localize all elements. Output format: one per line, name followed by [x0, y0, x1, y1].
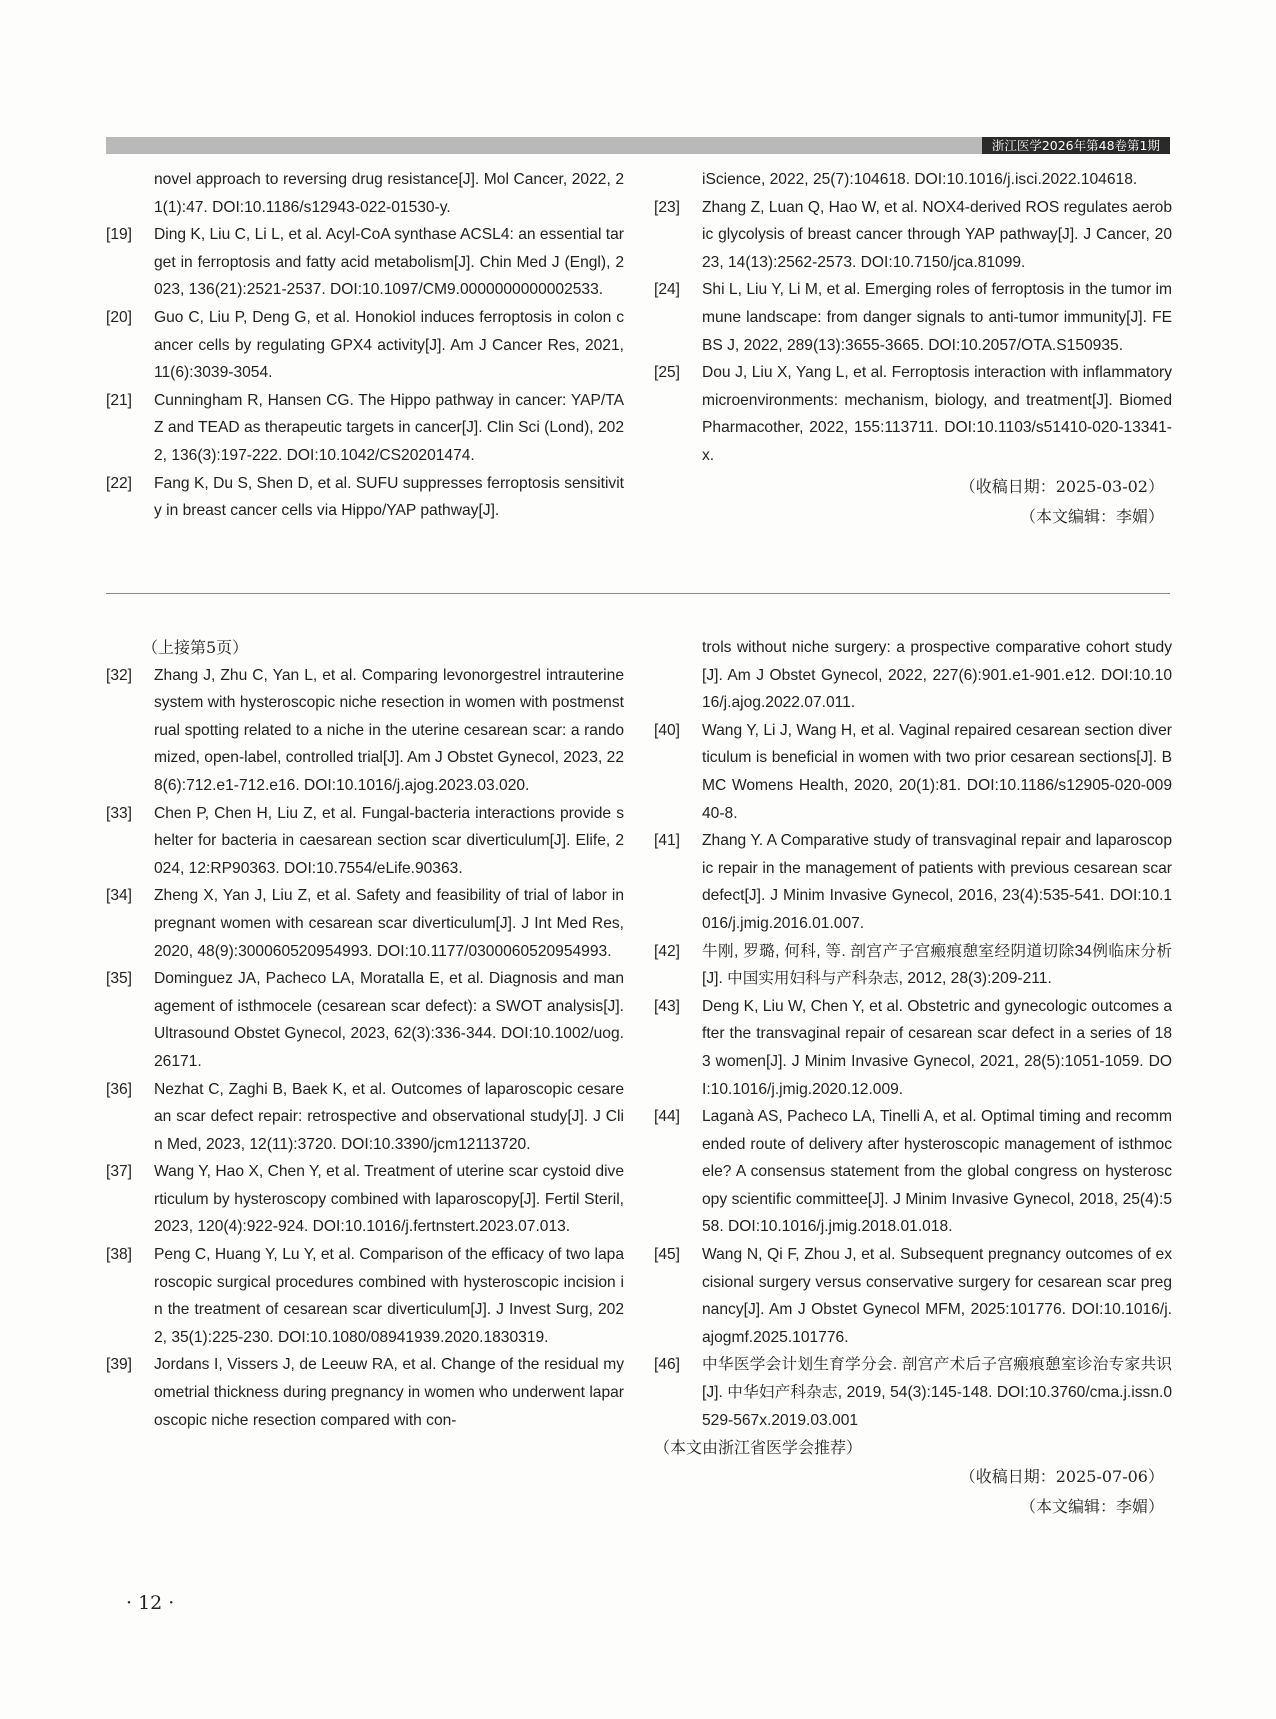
reference-number: [43] [654, 997, 681, 1015]
bottom-right-references [654, 634, 1172, 1522]
reference-item [654, 827, 1172, 937]
bottom-editor-note: （本文编辑：李媚） [1019, 1496, 1164, 1516]
reference-text: Deng K, Liu W, Chen Y, et al. Obstetric and gynecologic outcomes after the transvaginal repair of cesarean scar defect in a series of 183 women[J]. J Minim Invasive Gynecol, 2021, 28(5):1051-1059. DOI:10.1016/j.jmig.2020.12.009. [702, 997, 1172, 1098]
reference-item [106, 1351, 624, 1434]
reference-number: [35] [106, 970, 133, 988]
reference-text: Zhang Z, Luan Q, Hao W, et al. NOX4-derived ROS regulates aerobic glycolysis of breast cancer through YAP pathway[J]. J Cancer, 2023, 14(13):2562-2573. DOI:10.7150/jca.81099. [702, 198, 1172, 271]
reference-text: Zhang J, Zhu C, Yan L, et al. Comparing levonorgestrel intrauterine system with hysteroscopic niche resection in women with postmenstrual spotting related to a niche in the uterine cesarean scar: a randomized, open-label, controlled trial[J]. Am J Obstet Gynecol, 2023, 228(6):712.e1-712.e16. DOI:10.1016/j.ajog.2023.03.020. [154, 666, 624, 794]
reference-number: [22] [106, 474, 133, 492]
reference-number: [38] [106, 1246, 133, 1264]
reference-text: Guo C, Liu P, Deng G, et al. Honokiol induces ferroptosis in colon cancer cells by regulating GPX4 activity[J]. Am J Cancer Res, 2021, 11(6):3039-3054. [154, 308, 624, 382]
reference-item [106, 1241, 624, 1351]
reference-item [106, 1076, 624, 1159]
reference-text: Wang Y, Hao X, Chen Y, et al. Treatment of uterine scar cystoid diverticulum by hysteroscopy combined with laparoscopy[J]. Fertil Steril, 2023, 120(4):922-924. DOI:10.1016/j.fertnstert.2023.07.013. [154, 1163, 624, 1236]
reference-number: [19] [106, 226, 133, 244]
reference-item [106, 882, 624, 965]
reference-item [654, 634, 1172, 717]
reference-number: [45] [654, 1246, 681, 1264]
reference-number: [24] [654, 281, 681, 299]
reference-item [654, 276, 1172, 359]
reference-text: Dominguez JA, Pacheco LA, Moratalla E, et al. Diagnosis and management of isthmocele (cesarean scar defect): a SWOT analysis[J]. Ultrasound Obstet Gynecol, 2023, 62(3):336-344. DOI:10.1002/uog.26171. [154, 970, 624, 1070]
reference-item [106, 662, 624, 800]
reference-item [654, 359, 1172, 469]
reference-item [106, 304, 624, 387]
reference-text: Nezhat C, Zaghi B, Baek K, et al. Outcomes of laparoscopic cesarean scar defect repair: retrospective and observational study[J]. J Clin Med, 2023, 12(11):3720. DOI:10.3390/jcm12113720. [154, 1080, 624, 1153]
top-editor-note: （本文编辑：李媚） [1019, 506, 1164, 526]
reference-item [106, 965, 624, 1075]
reference-number: [39] [106, 1356, 133, 1374]
reference-item [654, 1241, 1172, 1351]
reference-text: iScience, 2022, 25(7):104618. DOI:10.1016/j.isci.2022.104618. [702, 171, 1138, 188]
bottom-received-date: （收稿日期：2025-07-06） [959, 1466, 1164, 1486]
reference-item [654, 938, 1172, 993]
header-bar [106, 137, 1170, 154]
reference-number: [32] [106, 666, 133, 684]
reference-number: [34] [106, 887, 133, 905]
reference-text: Wang Y, Li J, Wang H, et al. Vaginal repaired cesarean section diverticulum is beneficial in women with two prior cesarean sections[J]. BMC Womens Health, 2020, 20(1):81. DOI:10.1186/s12905-020-00940-8. [702, 721, 1172, 822]
reference-text: Shi L, Liu Y, Li M, et al. Emerging roles of ferroptosis in the tumor immune landscape: from danger signals to anti-tumor immunity[J]. FEBS J, 2022, 289(13):3655-3665. DOI:10.2057/OTA.S150935. [702, 281, 1172, 354]
reference-text: 牛刚, 罗璐, 何科, 等. 剖宫产子宫瘢痕憩室经阴道切除34例临床分析[J]. 中国实用妇科与产科杂志, 2012, 28(3):209-211. [702, 942, 1172, 988]
reference-text: Cunningham R, Hansen CG. The Hippo pathway in cancer: YAP/TAZ and TEAD as therapeutic targets in cancer[J]. Clin Sci (Lond), 2022, 136(3):197-222. DOI:10.1042/CS20201474. [154, 391, 624, 464]
reference-number: [36] [106, 1080, 133, 1098]
reference-item [106, 166, 624, 221]
reference-item [654, 166, 1172, 194]
reference-number: [23] [654, 198, 681, 216]
reference-item [106, 800, 624, 883]
reference-text: Fang K, Du S, Shen D, et al. SUFU suppresses ferroptosis sensitivity in breast cancer cells via Hippo/YAP pathway[J]. [154, 474, 624, 520]
reference-item [106, 387, 624, 470]
reference-text: Peng C, Huang Y, Lu Y, et al. Comparison of the efficacy of two laparoscopic surgical procedures combined with hysteroscopic incision in the treatment of cesarean scar diverticulum[J]. J Invest Surg, 2022, 35(1):225-230. DOI:10.1080/08941939.2020.1830319. [154, 1246, 624, 1346]
top-received-date: （收稿日期：2025-03-02） [959, 476, 1164, 496]
reference-item [654, 1103, 1172, 1241]
reference-number: [42] [654, 942, 681, 960]
reference-text: Wang N, Qi F, Zhou J, et al. Subsequent pregnancy outcomes of excisional surgery versus conservative surgery for cesarean scar pregnancy[J]. Am J Obstet Gynecol MFM, 2025:101776. DOI:10.1016/j.ajogmf.2025.101776. [702, 1246, 1172, 1346]
reference-item [106, 1158, 624, 1241]
reference-number: [46] [654, 1356, 681, 1374]
reference-text: Jordans I, Vissers J, de Leeuw RA, et al. Change of the residual myometrial thickness during pregnancy in women who underwent laparoscopic niche resection compared with con- [154, 1356, 624, 1429]
reference-number: [20] [106, 308, 133, 326]
reference-number: [41] [654, 832, 681, 850]
reference-text: novel approach to reversing drug resistance[J]. Mol Cancer, 2022, 21(1):47. DOI:10.1186/s12943-022-01530-y. [154, 171, 624, 216]
reference-item [106, 470, 624, 525]
reference-item [106, 221, 624, 304]
reference-number: [33] [106, 804, 133, 822]
recommended-note: （本文由浙江省医学会推荐） [654, 1438, 863, 1458]
reference-item [654, 717, 1172, 827]
reference-item [654, 993, 1172, 1103]
reference-number: [40] [654, 721, 681, 739]
reference-text: trols without niche surgery: a prospective comparative cohort study[J]. Am J Obstet Gynecol, 2022, 227(6):901.e1-901.e12. DOI:10.1016/j.ajog.2022.07.011. [702, 639, 1172, 712]
reference-item [654, 1351, 1172, 1434]
top-right-references [654, 166, 1172, 532]
page-number: · 12 · [126, 1592, 175, 1614]
section-divider [106, 593, 1170, 594]
reference-item [654, 194, 1172, 277]
bottom-left-references [106, 634, 624, 1434]
reference-text: Zheng X, Yan J, Liu Z, et al. Safety and feasibility of trial of labor in pregnant women with cesarean scar diverticulum[J]. J Int Med Res, 2020, 48(9):300060520954993. DOI:10.1177/0300060520954993. [154, 887, 624, 960]
reference-number: [21] [106, 391, 133, 409]
reference-text: Chen P, Chen H, Liu Z, et al. Fungal-bacteria interactions provide shelter for bacteria in caesarean section scar diverticulum[J]. Elife, 2024, 12:RP90363. DOI:10.7554/eLife.90363. [154, 804, 624, 877]
reference-number: [25] [654, 364, 681, 382]
reference-number: [37] [106, 1163, 133, 1181]
reference-text: Zhang Y. A Comparative study of transvaginal repair and laparoscopic repair in the management of patients with previous cesarean scar defect[J]. J Minim Invasive Gynecol, 2016, 23(4):535-541. DOI:10.1016/j.jmig.2016.01.007. [702, 832, 1172, 932]
journal-issue-label: 浙江医学2026年第48卷第1期 [982, 137, 1170, 154]
reference-text: Laganà AS, Pacheco LA, Tinelli A, et al. Optimal timing and recommended route of delivery after hysteroscopic management of isthmocele? A consensus statement from the global congress on hysteroscopy scientific committee[J]. J Minim Invasive Gynecol, 2018, 25(4):558. DOI:10.1016/j.jmig.2018.01.018. [702, 1108, 1172, 1236]
reference-text: Ding K, Liu C, Li L, et al. Acyl-CoA synthase ACSL4: an essential target in ferroptosis and fatty acid metabolism[J]. Chin Med J (Engl), 2023, 136(21):2521-2537. DOI:10.1097/CM9.0000000000002533. [154, 226, 624, 299]
continued-from-note: （上接第5页） [142, 638, 249, 657]
reference-text: Dou J, Liu X, Yang L, et al. Ferroptosis interaction with inflammatory microenvironments: mechanism, biology, and treatment[J]. Biomed Pharmacother, 2022, 155:113711. DOI:10.1103/s51410-020-13341-x. [702, 364, 1172, 464]
top-left-references [106, 166, 624, 525]
reference-number: [44] [654, 1108, 681, 1126]
reference-text: 中华医学会计划生育学分会. 剖宫产术后子宫瘢痕憩室诊治专家共识[J]. 中华妇产科杂志, 2019, 54(3):145-148. DOI:10.3760/cma.j.issn.0529-567x.2019.03.001 [702, 1356, 1172, 1429]
